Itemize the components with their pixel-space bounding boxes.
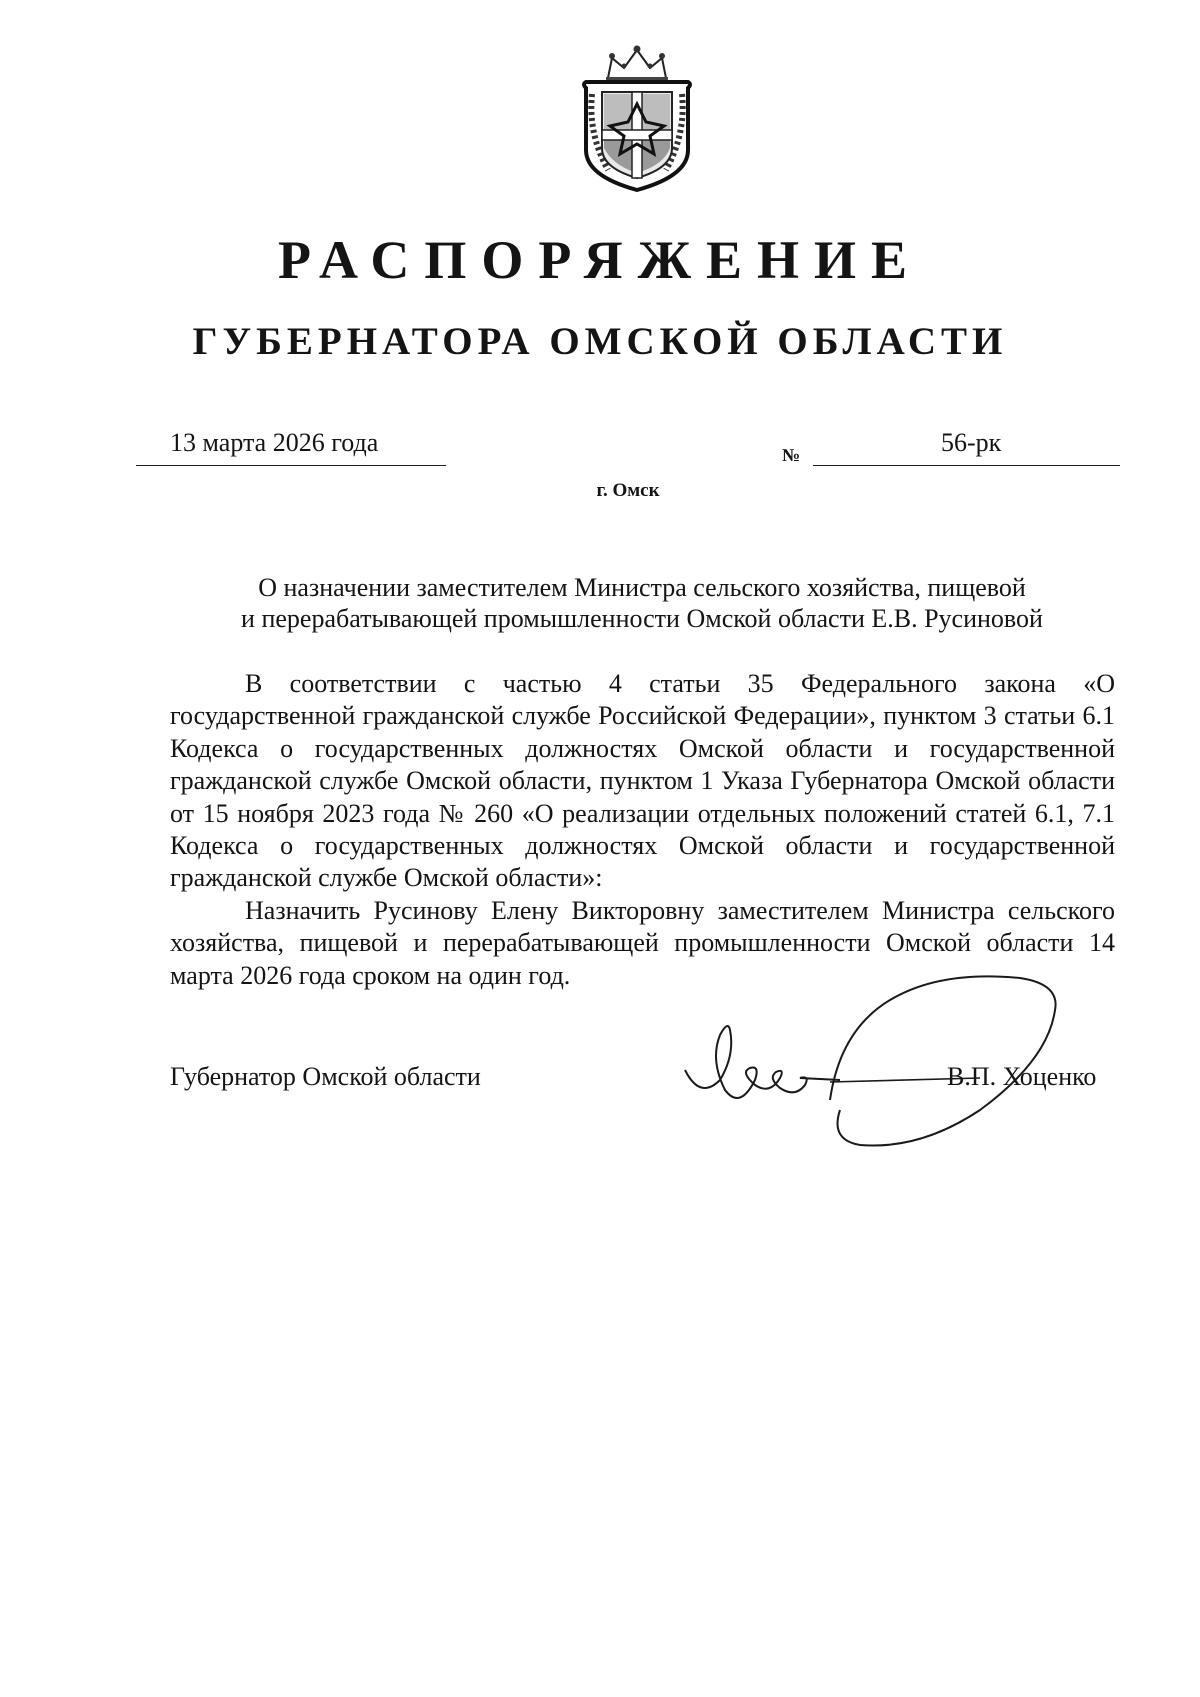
date-field — [136, 425, 446, 466]
signatory-position: Губернатор Омской области — [170, 1062, 481, 1091]
document-subtitle: ГУБЕРНАТОРА ОМСКОЙ ОБЛАСТИ — [192, 320, 1008, 363]
document-subject — [150, 572, 1134, 634]
subject-line-2: и перерабатывающей промышленности Омской области Е.В. Русиновой — [241, 604, 1043, 633]
number-sign: № — [782, 445, 801, 465]
document-city: г. Омск — [596, 480, 660, 501]
coat-of-arms-icon — [568, 44, 706, 192]
body-paragraph-2: Назначить Русинову Елену Викторовну заместителем Министра сельского хозяйства, пищевой и перерабатывающей промышленности Омской области 14 марта 2026 года сроком на один год. — [170, 895, 1115, 990]
subject-line-1: О назначении заместителем Министра сельского хозяйства, пищевой — [258, 573, 1026, 602]
document-number: 56-рк — [941, 428, 1002, 457]
signatory-name: В.П. Хоценко — [947, 1062, 1097, 1091]
body-paragraph-1: В соответствии с частью 4 статьи 35 Федерального закона «О государственной гражданской службе Российской Федерации», пунктом 3 статьи 6.1 Кодекса о государственных должностях Омской области и государственной гражданской службе Омской области, пунктом 1 Указа Губернатора Омской области от 15 ноября 2023 года № 260 «О реализации отдельных положений статей 6.1, 7.1 Кодекса о государственных должностях Омской области и государственной гражданской службе Омской области»: — [170, 669, 1115, 893]
document-body — [170, 668, 1115, 992]
number-field — [813, 425, 1120, 466]
document-date: 13 марта 2026 года — [170, 428, 379, 457]
document-title: РАСПОРЯЖЕНИЕ — [277, 230, 923, 290]
